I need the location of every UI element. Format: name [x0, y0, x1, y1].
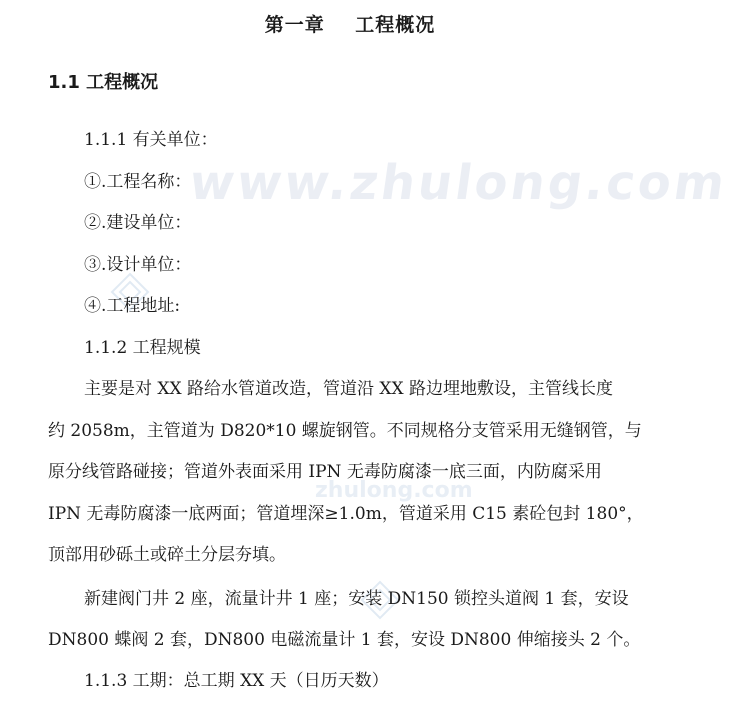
paragraph-line: DN800 蝶阀 2 套，DN800 电磁流量计 1 套，安设 DN800 伸缩接头 2 个。	[48, 630, 641, 650]
paragraph-line: 新建阀门井 2 座，流量计井 1 座；安装 DN150 锁控头道阀 1 套，安设	[84, 589, 629, 609]
paragraph-line: 约 2058m，主管道为 D820*10 螺旋钢管。不同规格分支管采用无缝钢管，与	[48, 421, 642, 441]
list-item-designer: ③.设计单位：	[84, 255, 192, 275]
watermark-text: www.zhulong.com	[186, 155, 732, 211]
list-item-owner: ②.建设单位：	[84, 213, 192, 233]
paragraph-line: IPN 无毒防腐漆一底两面；管道埋深≥1.0m，管道采用 C15 素砼包封 180°，	[48, 504, 644, 524]
subsection-heading-duration: 1.1.3 工期：总工期 XX 天（日历天数）	[84, 671, 389, 691]
section-title: 1.1 工程概况	[48, 72, 159, 93]
paragraph-line: 原分线管路碰接；管道外表面采用 IPN 无毒防腐漆一底三面，内防腐采用	[48, 462, 602, 482]
chapter-title: 第一章 工程概况	[264, 14, 436, 36]
subsection-heading-units: 1.1.1 有关单位：	[84, 130, 218, 150]
paragraph-line: 主要是对 XX 路给水管道改造，管道沿 XX 路边埋地敷设，主管线长度	[84, 379, 614, 399]
list-item-address: ④.工程地址:	[84, 296, 181, 316]
list-item-project-name: ①.工程名称：	[84, 172, 192, 192]
watermark-text-small: zhulong.com	[315, 478, 473, 503]
subsection-heading-scale: 1.1.2 工程规模	[84, 338, 201, 358]
paragraph-line: 顶部用砂砾土或碎土分层夯填。	[48, 545, 286, 565]
